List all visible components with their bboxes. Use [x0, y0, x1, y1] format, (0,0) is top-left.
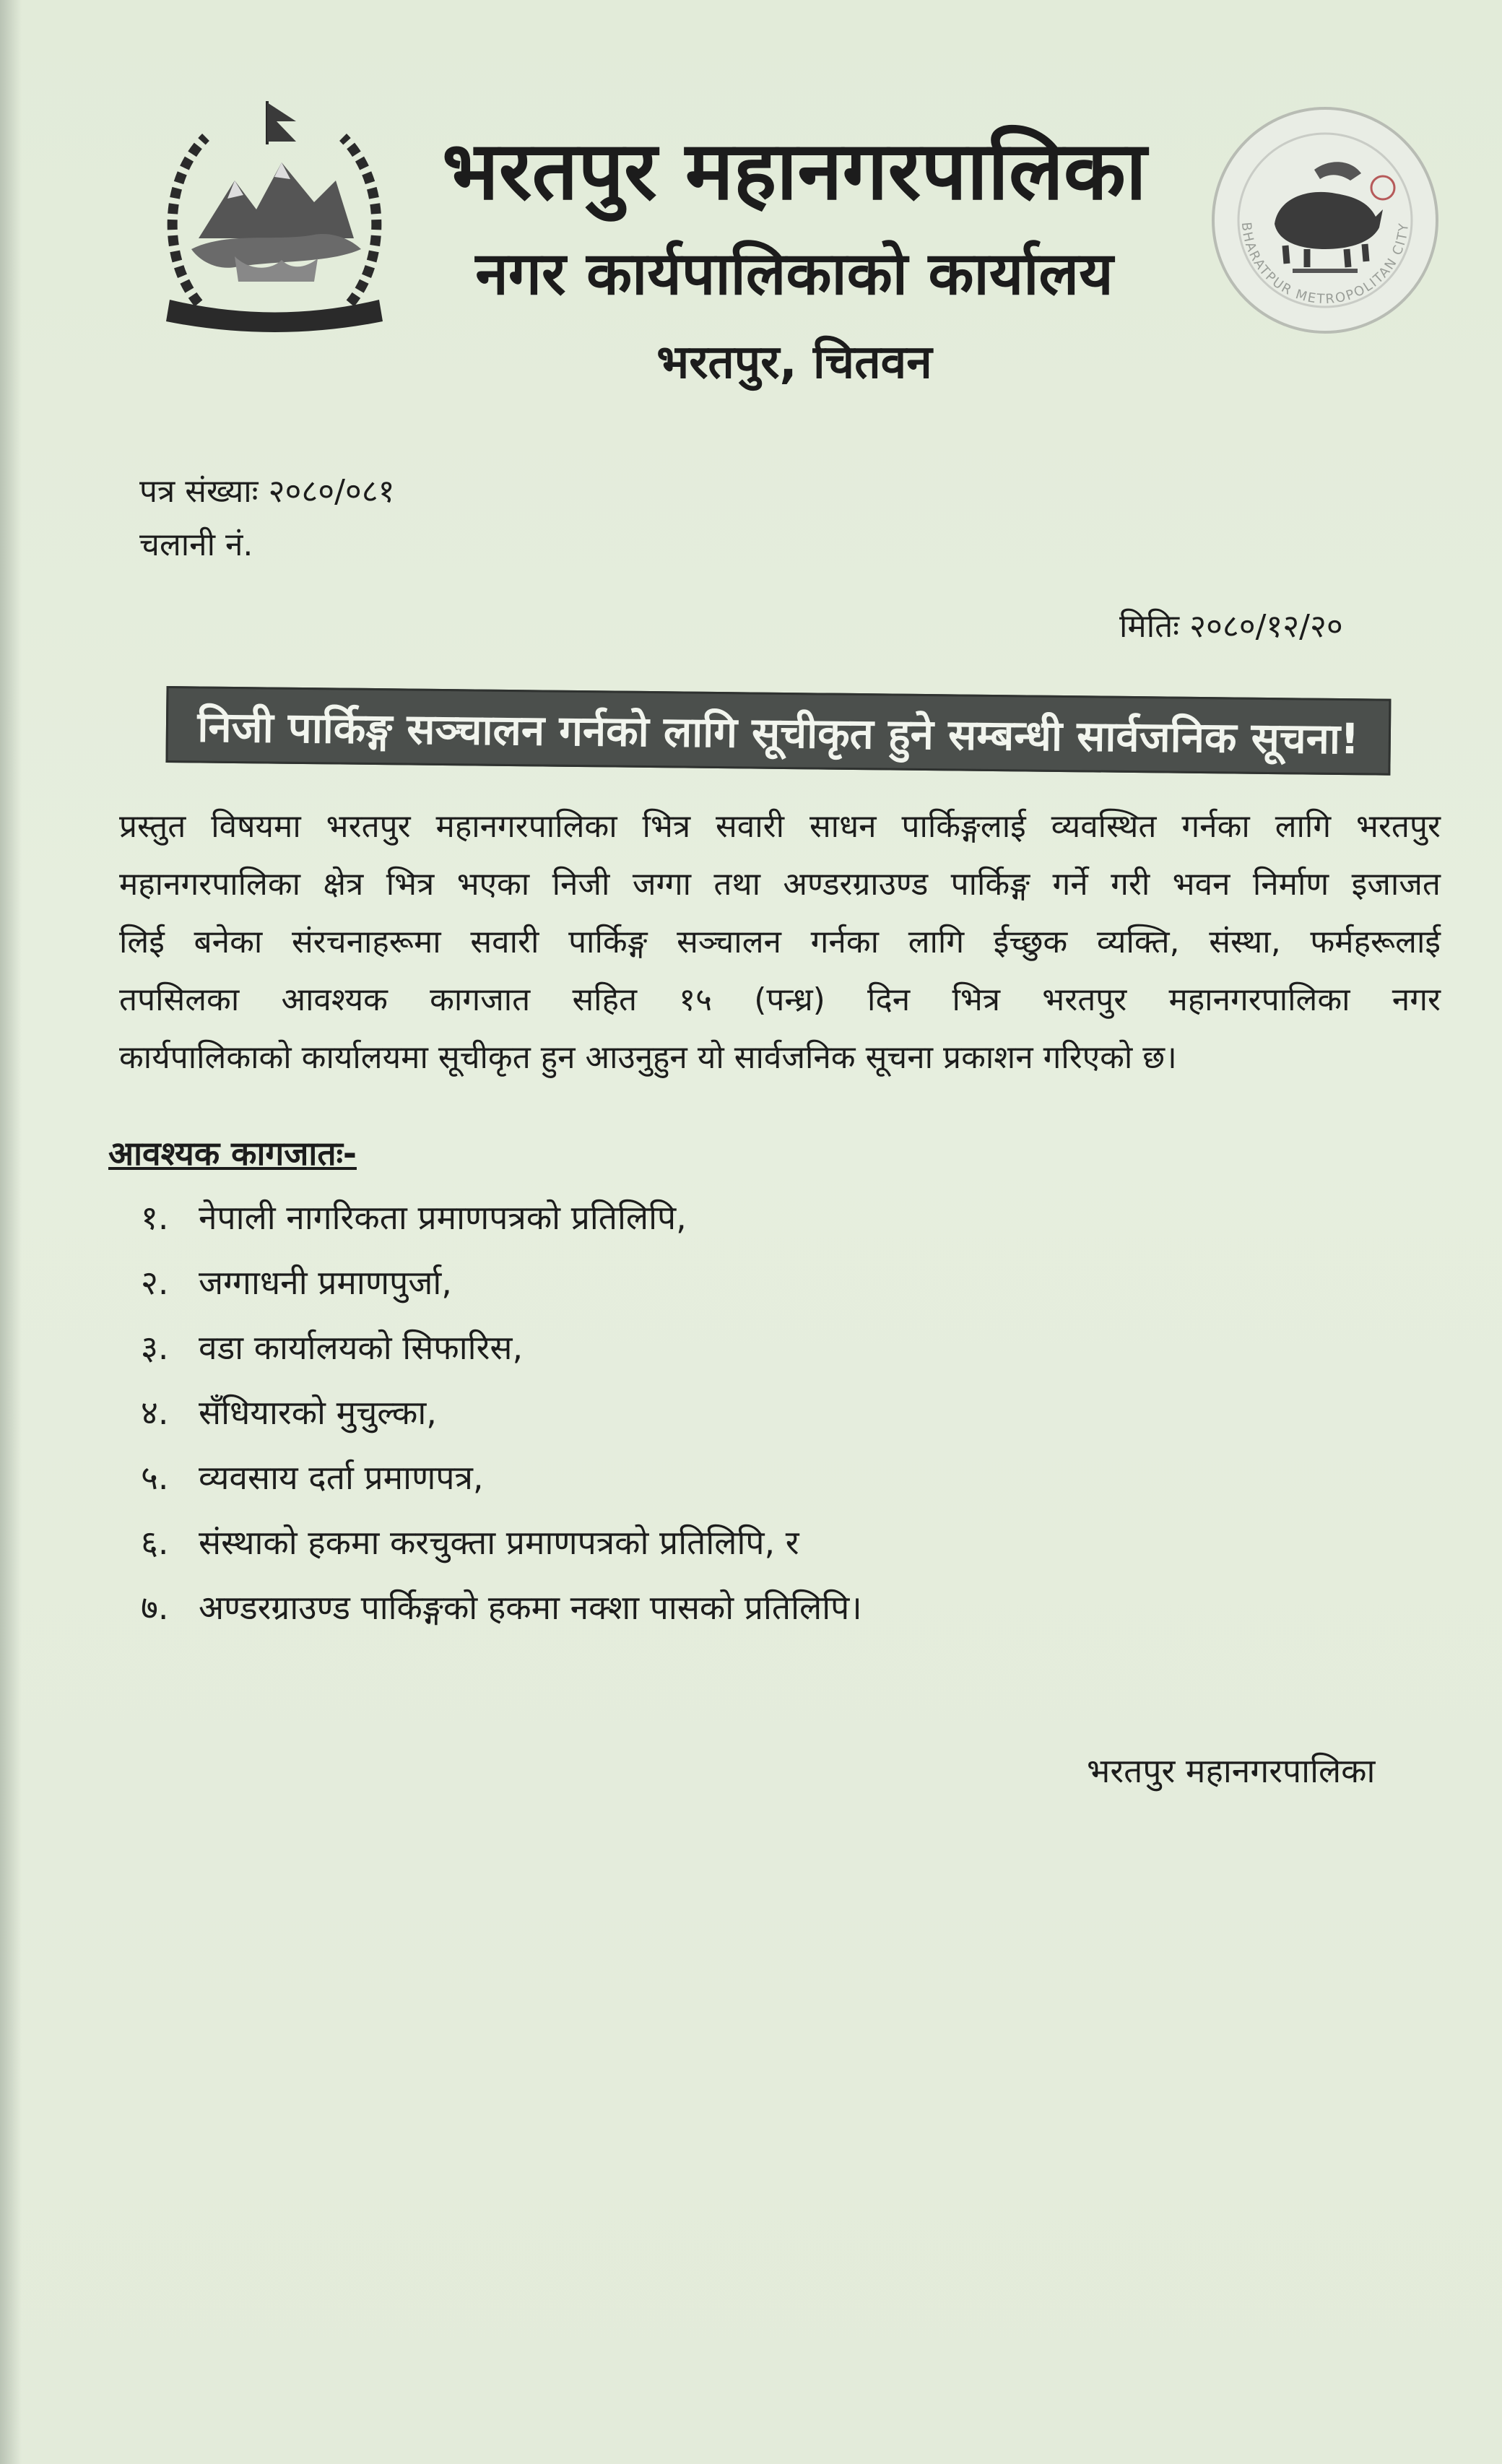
body-line: प्रस्तुत विषयमा भरतपुर महानगरपालिका भित्र सवारी साधन पार्किङ्गलाई व्यवस्थित गर्नका लागि भरतपुर — [119, 808, 1441, 845]
required-documents-list — [141, 1184, 1224, 1639]
list-item — [141, 1379, 1224, 1444]
list-item-number: २. — [141, 1263, 169, 1302]
list-item — [141, 1444, 1224, 1509]
list-item-text: संस्थाको हकमा करचुक्ता प्रमाणपत्रको प्रतिलिपि, र — [199, 1523, 799, 1562]
notice-date — [1119, 603, 1343, 646]
list-item-text: अण्डरग्राउण्ड पार्किङ्गको हकमा नक्शा पासको प्रतिलिपि। — [199, 1588, 862, 1627]
list-item-text: नेपाली नागरिकता प्रमाणपत्रको प्रतिलिपि, — [199, 1198, 687, 1237]
list-item — [141, 1249, 1224, 1314]
page-edge-shadow — [0, 0, 22, 2464]
nepal-emblem-icon — [148, 94, 401, 339]
list-item — [141, 1314, 1224, 1379]
notice-body — [119, 798, 1441, 1087]
reference-number — [139, 468, 395, 511]
reference-label: पत्र संख्याः — [139, 473, 259, 510]
list-item-text: जग्गाधनी प्रमाणपुर्जा, — [199, 1263, 452, 1302]
list-item-text: सँधियारको मुचुल्का, — [199, 1393, 437, 1432]
list-item-number: ४. — [141, 1393, 169, 1432]
body-line: तपसिलका आवश्यक कागजात सहित १५ (पन्ध्र) दिन भित्र भरतपुर महानगरपालिका नगर — [119, 981, 1441, 1018]
body-line: महानगरपालिका क्षेत्र भित्र भएका निजी जग्गा तथा अण्डरग्राउण्ड पार्किङ्ग गर्ने गरी भवन निर्माण इजाजत — [119, 866, 1441, 903]
date-value: २०८०/१२/२० — [1189, 608, 1343, 645]
reference-value: २०८०/०८१ — [268, 473, 395, 510]
subject-banner — [165, 686, 1391, 776]
organization-name: भरतपुर महानगरपालिका — [442, 124, 1147, 218]
office-address: भरतपुर, चितवन — [656, 336, 932, 389]
list-item-text: वडा कार्यालयको सिफारिस, — [199, 1328, 524, 1367]
list-item — [141, 1184, 1224, 1249]
svg-text:BHARATPUR METROPOLITAN CITY: BHARATPUR METROPOLITAN CITY — [1238, 221, 1412, 308]
bharatpur-city-seal-icon — [1206, 101, 1444, 339]
list-item-number: ७. — [141, 1588, 169, 1627]
office-name: नगर कार्यपालिकाको कार्यालय — [475, 240, 1114, 308]
date-label: मितिः — [1119, 608, 1180, 645]
list-item-number: ३. — [141, 1328, 169, 1367]
signatory-name: भरतपुर महानगरपालिका — [1087, 1751, 1376, 1790]
list-item-number: ६. — [141, 1523, 169, 1562]
list-item — [141, 1509, 1224, 1574]
body-line: कार्यपालिकाको कार्यालयमा सूचीकृत हुन आउनुहुन यो सार्वजनिक सूचना प्रकाशन गरिएको छ। — [119, 1039, 1177, 1076]
body-line: लिई बनेका संरचनाहरूमा सवारी पार्किङ्ग सञ्चालन गर्नका लागि ईच्छुक व्यक्ति, संस्था, फर्महरूलाई — [119, 924, 1441, 960]
list-item-number: ५. — [141, 1458, 169, 1497]
list-item-text: व्यवसाय दर्ता प्रमाणपत्र, — [199, 1458, 484, 1497]
list-item — [141, 1574, 1224, 1639]
dispatch-number-label: चलानी नं. — [139, 526, 253, 563]
subject-text: निजी पार्किङ्ग सञ्चालन गर्नको लागि सूचीकृत हुने सम्बन्धी सार्वजनिक सूचना! — [197, 701, 1360, 763]
required-documents-heading: आवश्यक कागजातः- — [108, 1134, 357, 1173]
list-item-number: १. — [141, 1198, 169, 1237]
